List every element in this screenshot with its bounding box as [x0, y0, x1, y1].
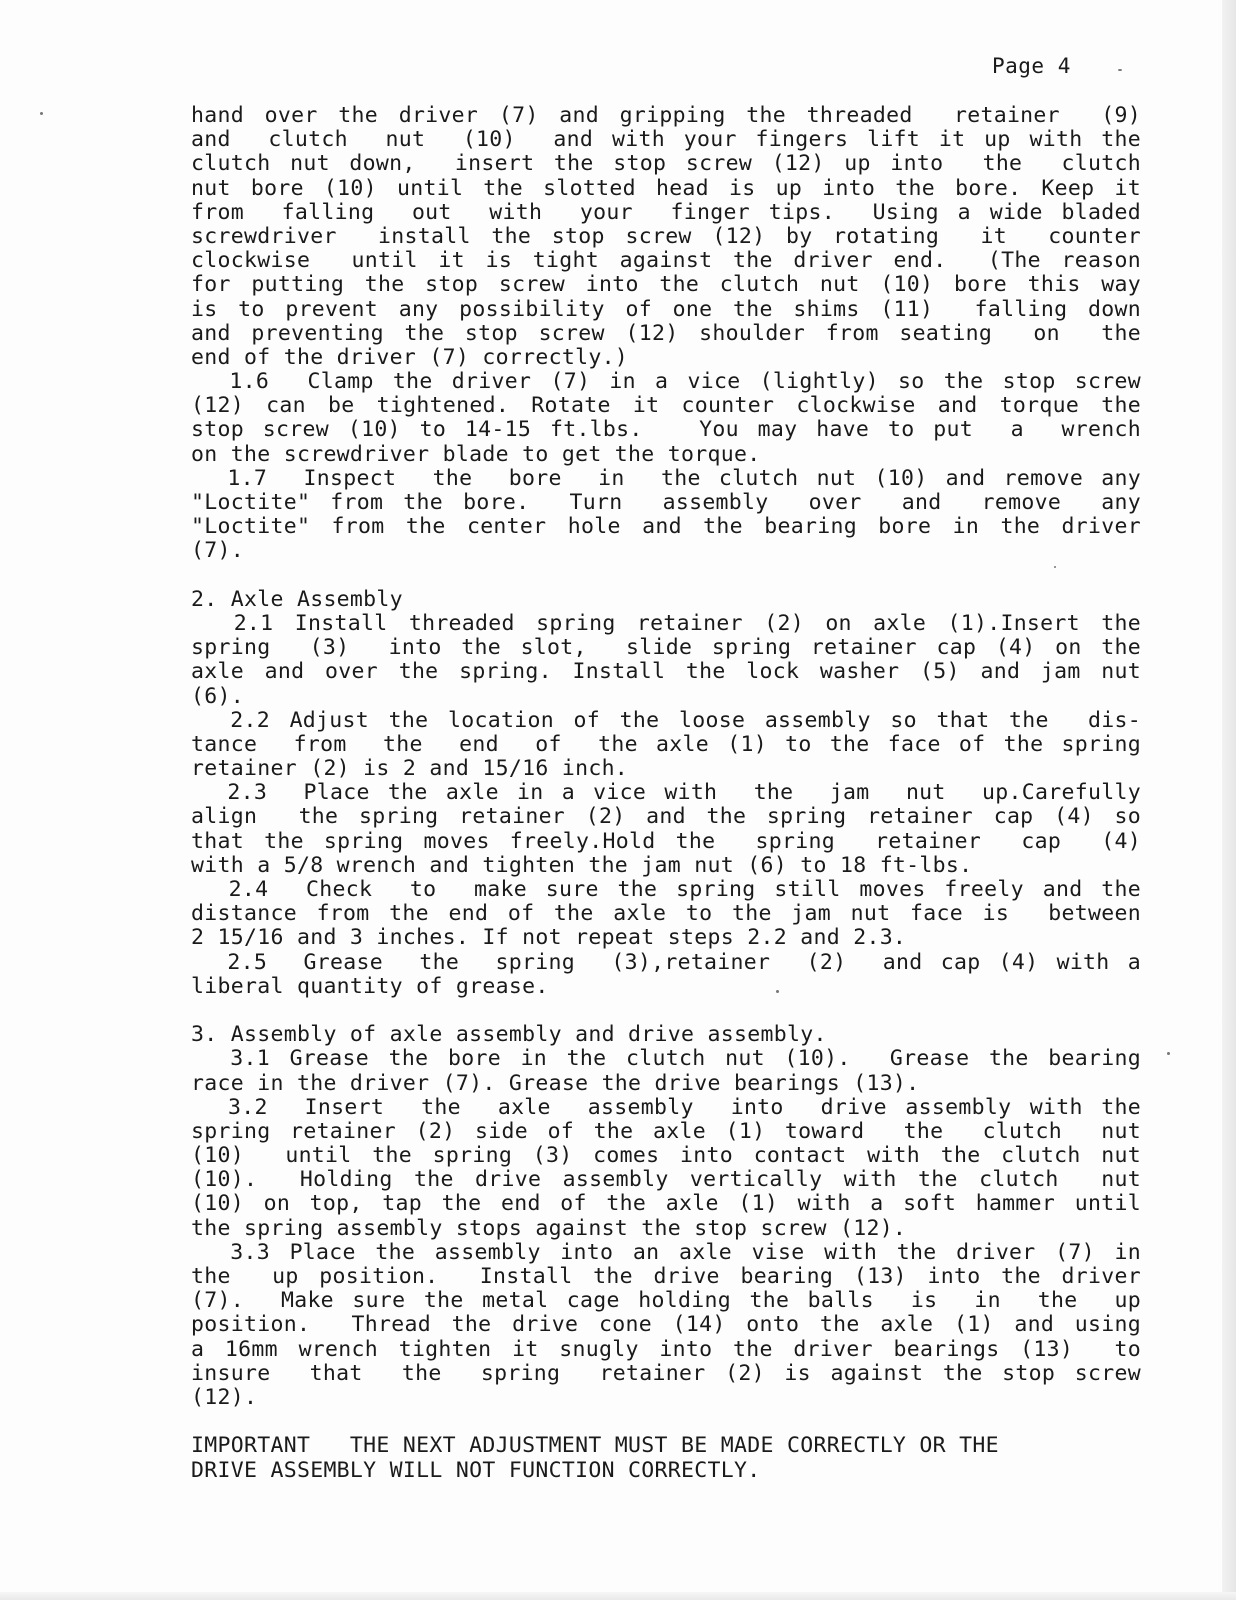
text-line: with a 5/8 wrench and tighten the jam nut (6) to 18 ft-lbs. — [191, 852, 973, 878]
text-line: retainer (2) is 2 and 15/16 inch. — [191, 756, 629, 782]
text-line: hand over the driver (7) and gripping the threaded retainer (9) — [191, 103, 1141, 128]
text-line: nut bore (10) until the slotted head is up into the bore. Keep it — [191, 175, 1141, 201]
text-line: 2 15/16 and 3 inches. If not repeat steps 2.2 and 2.3. — [191, 925, 907, 951]
paragraph-gap — [191, 564, 1141, 588]
text-line: and clutch nut (10) and with your fingers lift it up with the — [191, 127, 1141, 153]
text-line: that the spring moves freely.Hold the spring retainer cap (4) — [191, 828, 1141, 854]
text-line: 2.5 Grease the spring (3),retainer (2) and cap (4) with a — [191, 949, 1141, 975]
text-line: 2.1 Install threaded spring retainer (2) on axle (1).Insert the — [191, 610, 1141, 636]
page-number: Page 4 — [992, 54, 1071, 78]
text-line: (10) until the spring (3) comes into contact with the clutch nut — [191, 1143, 1141, 1169]
text-line: 3.2 Insert the axle assembly into drive assembly with the — [191, 1094, 1141, 1120]
paragraph — [191, 588, 1141, 999]
text-line: liberal quantity of grease. — [191, 973, 549, 999]
text-line: a 16mm wrench tighten it snugly into the driver bearings (13) to — [191, 1336, 1141, 1362]
scan-bottom-shadow — [0, 1592, 1236, 1600]
text-line: "Loctite" from the center hole and the bearing bore in the driver — [191, 514, 1141, 540]
text-line: (12) can be tightened. Rotate it counter clockwise and torque the — [191, 393, 1141, 419]
text-line: align the spring retainer (2) and the spring retainer cap (4) so — [191, 804, 1141, 830]
text-line: screwdriver install the stop screw (12) by rotating it counter — [191, 223, 1141, 249]
text-line: clockwise until it is tight against the driver end. (The reason — [191, 248, 1141, 274]
text-line: IMPORTANT THE NEXT ADJUSTMENT MUST BE MADE CORRECTLY OR THE — [191, 1433, 999, 1459]
text-line: 2.4 Check to make sure the spring still moves freely and the — [191, 877, 1141, 902]
paragraph — [191, 1434, 1141, 1482]
text-line: 3.1 Grease the bore in the clutch nut (10). Grease the bearing — [191, 1046, 1141, 1072]
text-line: stop screw (10) to 14-15 ft.lbs. You may have to put a wrench — [191, 417, 1141, 443]
text-line: (7). — [191, 538, 244, 564]
paragraph — [191, 1023, 1141, 1410]
text-line: clutch nut down, insert the stop screw (12) up into the clutch — [191, 151, 1141, 177]
text-line: for putting the stop screw into the clutch nut (10) bore this way — [191, 272, 1141, 298]
text-line: (6). — [191, 683, 244, 709]
text-line: DRIVE ASSEMBLY WILL NOT FUNCTION CORRECTLY. — [191, 1457, 761, 1483]
text-line: tance from the end of the axle (1) to the face of the spring — [191, 731, 1141, 757]
paragraph-gap — [191, 999, 1141, 1023]
text-line: and preventing the stop screw (12) shoulder from seating on the — [191, 320, 1141, 346]
text-line: end of the driver (7) correctly.) — [191, 344, 629, 370]
scan-speck — [1054, 566, 1056, 568]
text-line: axle and over the spring. Install the lock washer (5) and jam nut — [191, 659, 1141, 685]
text-line: spring retainer (2) side of the axle (1) toward the clutch nut — [191, 1118, 1141, 1144]
text-line: 2.2 Adjust the location of the loose assembly so that the dis- — [191, 707, 1141, 733]
text-line: (12). — [191, 1384, 258, 1410]
text-line: 2.3 Place the axle in a vice with the jam nut up.Carefully — [191, 780, 1141, 806]
text-line: (7). Make sure the metal cage holding the balls is in the up — [191, 1288, 1141, 1314]
text-line: is to prevent any possibility of one the shims (11) falling down — [191, 296, 1141, 322]
text-line: the up position. Install the drive bearing (13) into the driver — [191, 1264, 1141, 1289]
text-line: 1.6 Clamp the driver (7) in a vice (lightly) so the stop screw — [191, 369, 1141, 395]
scan-speck — [40, 112, 43, 115]
text-line: (10). Holding the drive assembly vertically with the clutch nut — [191, 1167, 1141, 1193]
text-line: spring (3) into the slot, slide spring retainer cap (4) on the — [191, 635, 1141, 661]
scan-speck — [1167, 1052, 1170, 1055]
text-line: on the screwdriver blade to get the torque. — [191, 441, 761, 467]
text-line: race in the driver (7). Grease the drive bearings (13). — [191, 1070, 920, 1096]
text-line: from falling out with your finger tips. Using a wide bladed — [191, 199, 1141, 225]
text-line: (10) on top, tap the end of the axle (1) with a soft hammer until — [191, 1191, 1141, 1217]
scan-speck — [776, 990, 779, 993]
paragraph-gap — [191, 1410, 1141, 1434]
text-line: "Loctite" from the bore. Turn assembly over and remove any — [191, 490, 1141, 515]
document-body — [191, 104, 1141, 1483]
text-line: 3. Assembly of axle assembly and drive assembly. — [191, 1022, 827, 1048]
text-line: distance from the end of the axle to the jam nut face is between — [191, 901, 1141, 927]
scan-speck — [1118, 69, 1122, 71]
text-line: 2. Axle Assembly — [191, 586, 403, 612]
scan-edge-shadow — [1222, 0, 1236, 1600]
text-line: position. Thread the drive cone (14) onto the axle (1) and using — [191, 1312, 1141, 1338]
text-line: 1.7 Inspect the bore in the clutch nut (10) and remove any — [191, 465, 1141, 491]
paragraph — [191, 104, 1141, 564]
text-line: insure that the spring retainer (2) is against the stop screw — [191, 1360, 1141, 1386]
text-line: 3.3 Place the assembly into an axle vise with the driver (7) in — [191, 1239, 1141, 1265]
text-line: the spring assembly stops against the stop screw (12). — [191, 1215, 907, 1241]
